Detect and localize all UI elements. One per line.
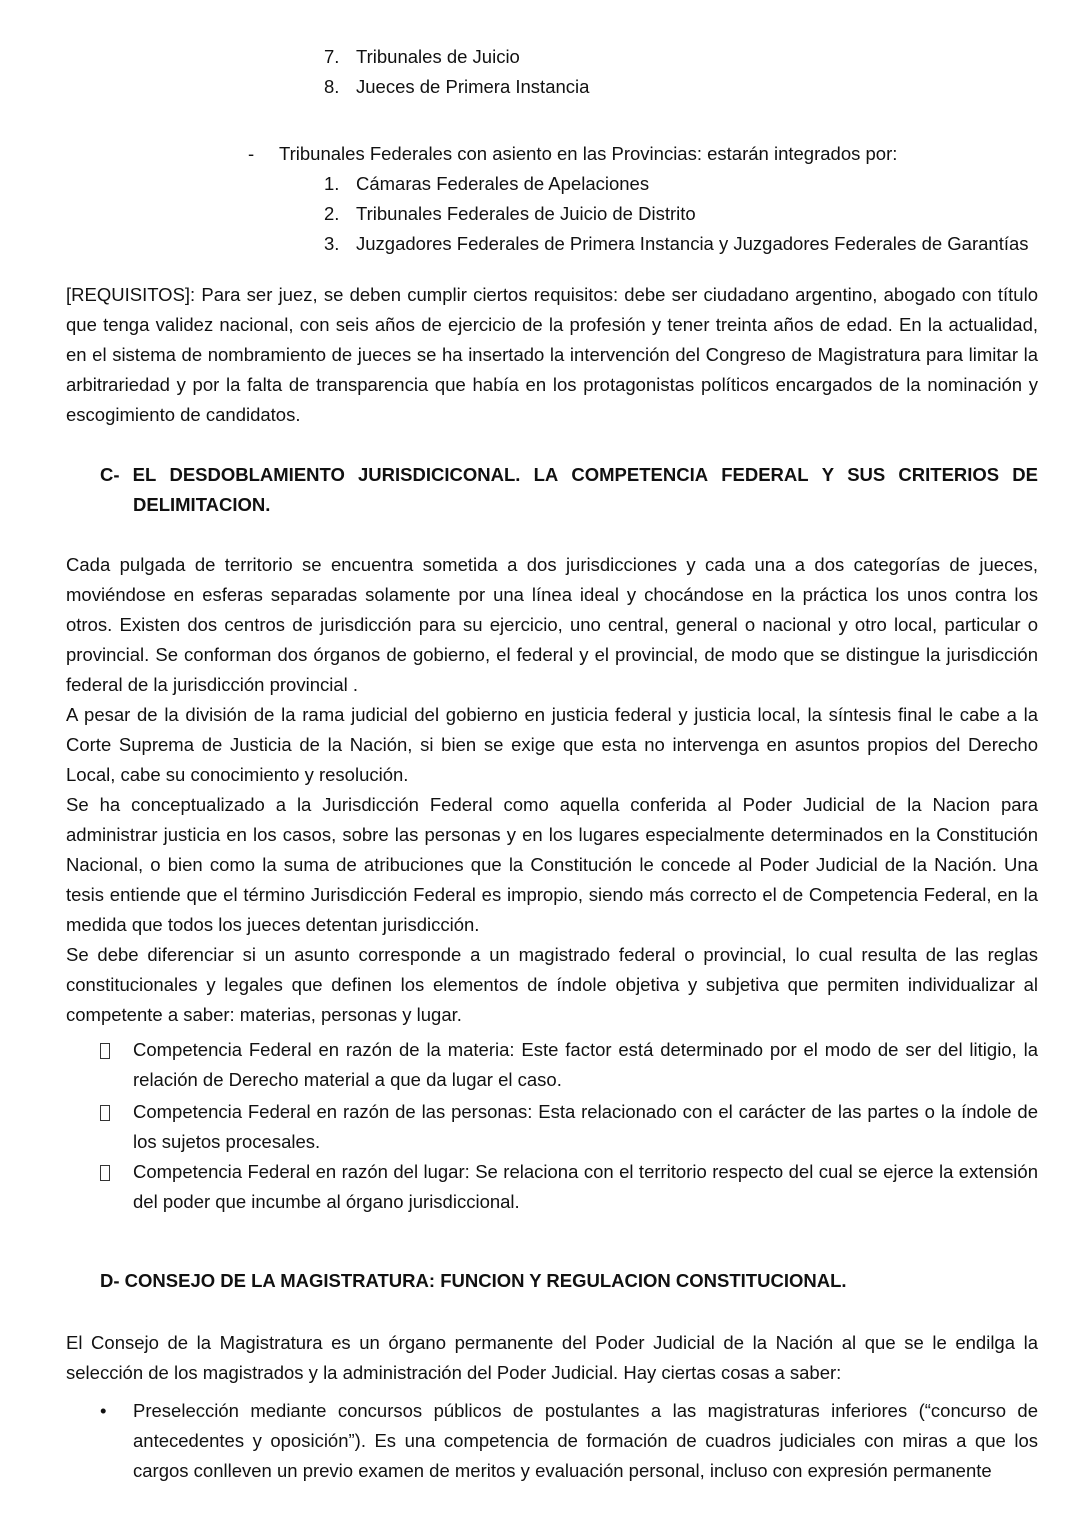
paragraph: Cada pulgada de territorio se encuentra sometida a dos jurisdicciones y cada una a dos categorías de jueces, moviéndose en esferas separadas solamente por una línea ideal y chocándose en la práctica los unos contra los otros. Existen dos centros de jurisdicción para su ejercicio, uno central, general o nacional y otro local, particular o provincial. Se conforman dos órganos de gobierno, el federal y el provincial, de modo que se distingue la jurisdicción federal de la jurisdicción provincial . [66,554,1038,695]
list-item [100,1097,1038,1157]
list-text: Tribunales de Juicio [356,46,520,67]
paragraph: A pesar de la división de la rama judicial del gobierno en justicia federal y justicia local, la síntesis final le cabe a la Corte Suprema de Justicia de la Nación, si bien se exige que esta no intervenga en asuntos propios del Derecho Local, cabe su conocimiento y resolución. [66,704,1038,785]
paragraph: Se debe diferenciar si un asunto corresponde a un magistrado federal o provincial, lo cual resulta de las reglas constitucionales y legales que definen los elementos de índole objetiva y subjetiva que permiten individualizar al competente a saber: materias, personas y lugar. [66,944,1038,1025]
list-item [324,169,1044,199]
list-number: 2. [324,203,340,224]
bullet-icon: • [100,1400,107,1421]
heading-word: FEDERAL [721,464,809,485]
heading-line [100,460,1038,490]
heading-word: EL [132,464,157,485]
list-text: Jueces de Primera Instancia [356,76,590,97]
list-number: 7. [324,46,340,67]
list-item [100,1157,1038,1217]
bullet-text: Preselección mediante concursos públicos de postulantes a las magistraturas inferiores (“concurso de antecedentes y oposición”). Es una competencia de formación de cuadros judiciales con miras a que los cargos conlleven un previo examen de meritos y evaluación personal, incluso con expresión permanente [133,1400,1038,1481]
list-number: 8. [324,76,340,97]
list-item [324,42,1044,72]
bullet-text: Competencia Federal en razón de la materia: Este factor está determinado por el modo de ser del litigio, la relación de Derecho material a que da lugar el caso. [133,1039,1038,1090]
heading-word: CRITERIOS [898,464,1000,485]
missing-glyph-icon [100,1097,120,1130]
list-item [324,229,1044,259]
heading-word: C- [100,464,120,485]
heading-word: Y [821,464,835,485]
heading-word: JURISDICICONAL. [358,464,521,485]
list-item [324,199,1044,229]
list-item [100,1396,1038,1486]
list-number: 3. [324,233,340,254]
list-text: Tribunales Federales de Juicio de Distrito [356,203,696,224]
list-text: Juzgadores Federales de Primera Instancia y Juzgadores Federales de Garantías [356,233,1029,254]
heading-word: COMPETENCIA [571,464,709,485]
heading-word: DESDOBLAMIENTO [169,464,345,485]
bullet-text: Competencia Federal en razón del lugar: Se relaciona con el territorio respecto del cual se ejerce la extensión del poder que incumbe al órgano jurisdiccional. [133,1161,1038,1212]
missing-glyph-icon [100,1035,120,1068]
section-d-heading: D- CONSEJO DE LA MAGISTRATURA: FUNCION Y REGULACION CONSTITUCIONAL. [100,1270,847,1291]
dash-list-item [248,139,1048,169]
dash-text: Tribunales Federales con asiento en las Provincias: estarán integrados por: [279,143,898,164]
section-c-heading [100,460,1038,520]
heading-word: LA [533,464,559,485]
heading-word: DE [1012,464,1038,485]
heading-word: SUS [847,464,886,485]
requisitos-paragraph: [REQUISITOS]: Para ser juez, se deben cumplir ciertos requisitos: debe ser ciudadano argentino, abogado con título que tenga validez nacional, con seis años de ejercicio de la profesión y tener treinta años de edad. En la actualidad, en el sistema de nombramiento de jueces se ha insertado la intervención del Congreso de Magistratura para limitar la arbitrariedad y por la falta de transparencia que había en los protagonistas políticos encargados de la nominación y escogimiento de candidatos. [66,284,1038,425]
list-number: 1. [324,173,340,194]
list-text: Cámaras Federales de Apelaciones [356,173,650,194]
section-c-body [66,550,1038,1030]
list-item [324,72,1044,102]
list-item [100,1035,1038,1095]
dash-mark: - [248,143,255,164]
section-d-paragraph: El Consejo de la Magistratura es un órgano permanente del Poder Judicial de la Nación al que se le endilga la selección de los magistrados y la administración del Poder Judicial. Hay ciertas cosas a saber: [66,1332,1038,1383]
missing-glyph-icon [100,1157,120,1190]
bullet-text: Competencia Federal en razón de las personas: Esta relacionado con el carácter de las partes o la índole de los sujetos procesales. [133,1101,1038,1152]
paragraph: Se ha conceptualizado a la Jurisdicción Federal como aquella conferida al Poder Judicial de la Nacion para administrar justicia en los casos, sobre las personas y en los lugares especialmente determinados en la Constitución Nacional, o bien como la suma de atribuciones que la Constitución le concede al Poder Judicial de la Nación. Una tesis entiende que el término Jurisdicción Federal es impropio, siendo más correcto el de Competencia Federal, en la medida que todos los jueces detentan jurisdicción. [66,794,1038,935]
heading-line-2: DELIMITACION. [133,494,271,515]
